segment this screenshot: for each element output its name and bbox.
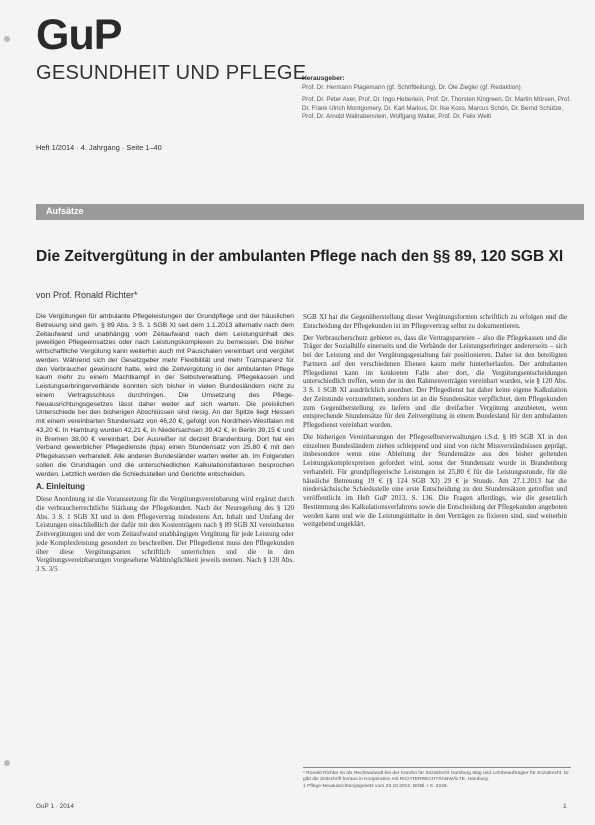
page-number: 1	[563, 803, 567, 810]
section-heading-a: A. Einleitung	[36, 482, 85, 492]
editors-list: Prof. Dr. Hermann Plagemann (gf. Schriftleitung), Dr. Ole Ziegler (gf. Redaktion)	[302, 83, 521, 91]
footnote-1: * Ronald Richter ist als Rechtsanwalt bei der Kanzlei für Sozialrecht Hamburg tätig und Lehrbeauftragter für Sozialrecht. Er gibt die Zeitschrift heraus in Kooperation mit RICHTERRECHTSANWÄLTE, Hamburg.	[303, 771, 569, 783]
journal-logo: GuP	[36, 11, 122, 59]
intro-paragraph: Diese Anordnung ist die Voraussetzung für die Vergütungsvereinbarung wird ergänzt durch die verbraucherrechtliche Stärkung der Pflegekunden. Nach der Neuregelung des § 120 Abs. 3 S. 1 SGB XI und in dem Pflegevertrag mindestens Art, Inhalt und Umfang der Leistungen einschließlich der dafür mit den Kostenträgern nach § 89 SGB XI vereinbarten Zeitvergütungen und der vom Zeitaufwand unabhängigen Vergütung für jede Leistung oder jede Komplexleistung gesondert zu beschreiben. Der Pflegedienst muss den Pflegekunden über diese Vergütungsarten schriftlich unterrichten und die in den Vergütungsvereinbarungen vorgesehene Wahlmöglichkeit jeweils nennen. Nach § 120 Abs. 3 S. 3/5	[36, 495, 294, 573]
right-column	[303, 313, 567, 532]
punch-hole-bottom	[4, 760, 10, 766]
issue-line: Heft 1/2014 · 4. Jahrgang · Seite 1–40	[36, 143, 162, 152]
abstract: Die Vergütungen für ambulante Pflegeleistungen der Grundpflege und der häuslichen Betreuung sind gem. § 89 Abs. 3 S. 1 SGB XI seit dem 1.1.2013 alternativ nach dem Zeitaufwand und unabhängig vom Zeitaufwand nach dem Leistungsinhalt des jeweiligen Pflegeeinsatzes oder nach Leistungskomplexen zu bemessen. Die bisher wirtschaftliche Vergütung kann weiterhin auch mit Pauschalen vereinbart und vergütet werden. Während sich der Gesetzgeber mehr Flexibilität und mehr Transparenz für den Verbraucher gewünscht hatte, wird die Zeitvergütung in der ambulanten Pflege kaum mehr zu einem Machtkampf in der Selbstverwaltung. Pflegekassen und Leistungserbringerverbände konnten sich bisher in vielen Bundesländern nicht zu einem Vertragsschluss durchringen. Die Umsetzung des Pflege-Neuausrichtungsgesetzes lässt daher weiter auf sich warten. Die preislichen Unterschiede bei den bisherigen Abschlüssen sind riesig. An der Spitze liegt Hessen mit einem vereinbarten Stundensatz von 46,20 €, gefolgt von Nordrhein-Westfalen mit 43,20 €. In Hamburg wurden 42,21 €, in Niedersachsen 39,42 €, in Berlin 39,15 € und in Bremen 38,00 € vereinbart. Der Ausreißer ist derzeit Brandenburg. Dort hat ein Verband gewerblicher Pflegedienste (bpa) einen Stundensatz von 25,80 € mit den Pflegekassen verhandelt. Alle anderen Bundesländer warten weiter ab. Im Folgenden sollen die Grundlagen und die unterschiedlichen Kalkulationsfaktoren besprochen werden. Letztlich werden die Schiedsstellen und Gerichte entscheiden.	[36, 313, 294, 478]
right-paragraph-2: Der Verbraucherschutz gebietet es, dass die Vertragsparteien – also die Pflegekassen und die Träger der Sozialhilfe einerseits und die Verbände der Leistungserbringer andererseits – sich bei der Leistung und der Vergütungsgestaltung fair positionieren. Daher ist den beteiligten Partnern auf den verschiedenen Ebenen kaum mehr hinterherlaufen. Der ambulanten Pflegedienst kann im konkreten Falle aber dort, die Vergütungsentscheidungen unterschiedlich treffen, wenn der in den Rahmenverträgen vereinbart wurden, wie § 120 Abs. 3 S. 1 SGB XI ausdrücklich anordnet. Der Pflegedienst hat daher keine eigene Kalkulation der Zeitstunde vorzunehmen, sondern ist an die Stundensätze verpflichtet, dem Pflegekunden zum Gegenüberstellung zu liefern und die dreifacher Vergütung anzubieten, wenn entsprechende Stundensätze für den Zeitvergütung in einem Bundesland für den ambulanten Pflegedienst vereinbart wurden.	[303, 333, 567, 429]
journal-name: GESUNDHEIT UND PFLEGE	[36, 62, 307, 84]
punch-hole-top	[4, 36, 10, 42]
footer-journal: GuP 1 · 2014	[36, 803, 74, 810]
editors-block	[302, 75, 572, 126]
editors-heading: Herausgeber:	[302, 75, 345, 82]
left-column	[36, 313, 294, 577]
section-bar	[36, 204, 584, 220]
article-author: von Prof. Ronald Richter*	[36, 290, 138, 300]
contributors-list: Prof. Dr. Peter Axer, Prof. Dr. Ingo Heberlein, Prof. Dr. Thorsten Kingreen, Dr. Martin Mörsen, Prof. Dr. Frank Ulrich Montgomery, Dr. Karl Markus, Dr. Ilse Koss, Marcus Schön, Dr. Bernd Schütze, Prof. Dr. Arnold Wallrabenstein, Wolfgang Walter, Prof. Dr. Felix Welti	[302, 96, 571, 121]
right-paragraph-3: Die bisherigen Vereinbarungen der Pflegeselbstverwaltungen i.S.d. § 89 SGB XI in den einzelnen Bundesländern ziehen schleppend und sind von nicht Missverständnissen geprägt, insbesondere wenn eine Ableitung der Stundensätze aus den bisher geltenden Leistungskomplexpreisen gefordert wird, sonst der Stundensatz wurde in Brandenburg verhandelt. Für grundpflegerische Leistungen ist 25,80 € für die Leistungsstunde, für die häusliche Betreuung 19 € (§ 124 SGB XI) 29 € je Stunde. Am 27.1.2013 hat die niedersächsische Schiedsstelle eine erste Entscheidung zu den Stundensätzen getroffen und veröffentlicht im Heft GuP 2013, S. 136. Die Fragen allerdings, wie die gesetzlich Bestimmung des Kalkulationsverfahrens sowie die Entscheidung der Pflegekunden angeboten werden kann und wie die Leistungsinhalte in den Verträgen zu fixieren sind, sind weiterhin weitgehend ungeklärt.	[303, 432, 567, 529]
article-title: Die Zeitvergütung in der ambulanten Pflege nach den §§ 89, 120 SGB XI	[36, 248, 564, 265]
right-paragraph-1: SGB XI hat die Gegenüberstellung dieser Vergütungsformen schriftlich zu erfolgen und die Entscheidung der Pflegekunden ist im Pflegevertrag selbst zu dokumentieren.	[303, 313, 567, 330]
footnote-2: 1 Pflege-Neuausrichtungsgesetz vom 23.10.2012, BGBl. I S. 2246.	[303, 783, 448, 789]
footnotes	[303, 767, 571, 790]
section-label: Aufsätze	[46, 206, 84, 216]
